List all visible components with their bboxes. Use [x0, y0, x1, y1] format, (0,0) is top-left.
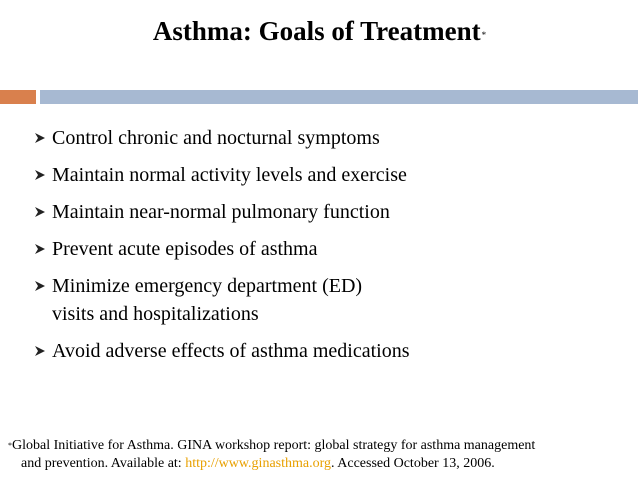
arrow-bullet-icon [34, 206, 46, 218]
arrow-bullet-icon [34, 132, 46, 144]
title-footnote-marker: * [481, 30, 487, 40]
title-text: Asthma: Goals of Treatment [152, 16, 481, 46]
title-rule [40, 90, 638, 104]
bullet-item [34, 272, 624, 328]
title-rule-accent [0, 90, 36, 104]
bullet-list [34, 124, 624, 374]
bullet-item [34, 337, 624, 365]
bullet-text: Maintain normal activity levels and exercise [52, 164, 407, 186]
bullet-text: Maintain near-normal pulmonary function [52, 201, 390, 223]
footnote-line1: Global Initiative for Asthma. GINA workshop report: global strategy for asthma management [12, 438, 536, 453]
arrow-bullet-icon [34, 345, 46, 357]
bullet-item [34, 161, 624, 189]
bullet-item [34, 235, 624, 263]
bullet-continuation-text: visits and hospitalizations [52, 303, 259, 325]
arrow-bullet-icon [34, 169, 46, 181]
bullet-text: Prevent acute episodes of asthma [52, 238, 318, 260]
bullet-item [34, 198, 624, 226]
arrow-bullet-icon [34, 280, 46, 292]
footnote [8, 437, 633, 473]
slide-title [0, 14, 638, 48]
footnote-line2 [8, 455, 633, 473]
gina-link[interactable]: http://www.ginasthma.org [185, 456, 332, 471]
bullet-item [34, 124, 624, 152]
bullet-text: Avoid adverse effects of asthma medications [52, 340, 410, 362]
bullet-text: Minimize emergency department (ED) [52, 275, 363, 297]
arrow-bullet-icon [34, 243, 46, 255]
footnote-line2-prefix: and prevention. Available at: [21, 456, 186, 471]
bullet-text: Control chronic and nocturnal symptoms [52, 127, 380, 149]
footnote-line2-suffix: . Accessed October 13, 2006. [331, 456, 495, 471]
footnote-marker: * [8, 441, 12, 450]
